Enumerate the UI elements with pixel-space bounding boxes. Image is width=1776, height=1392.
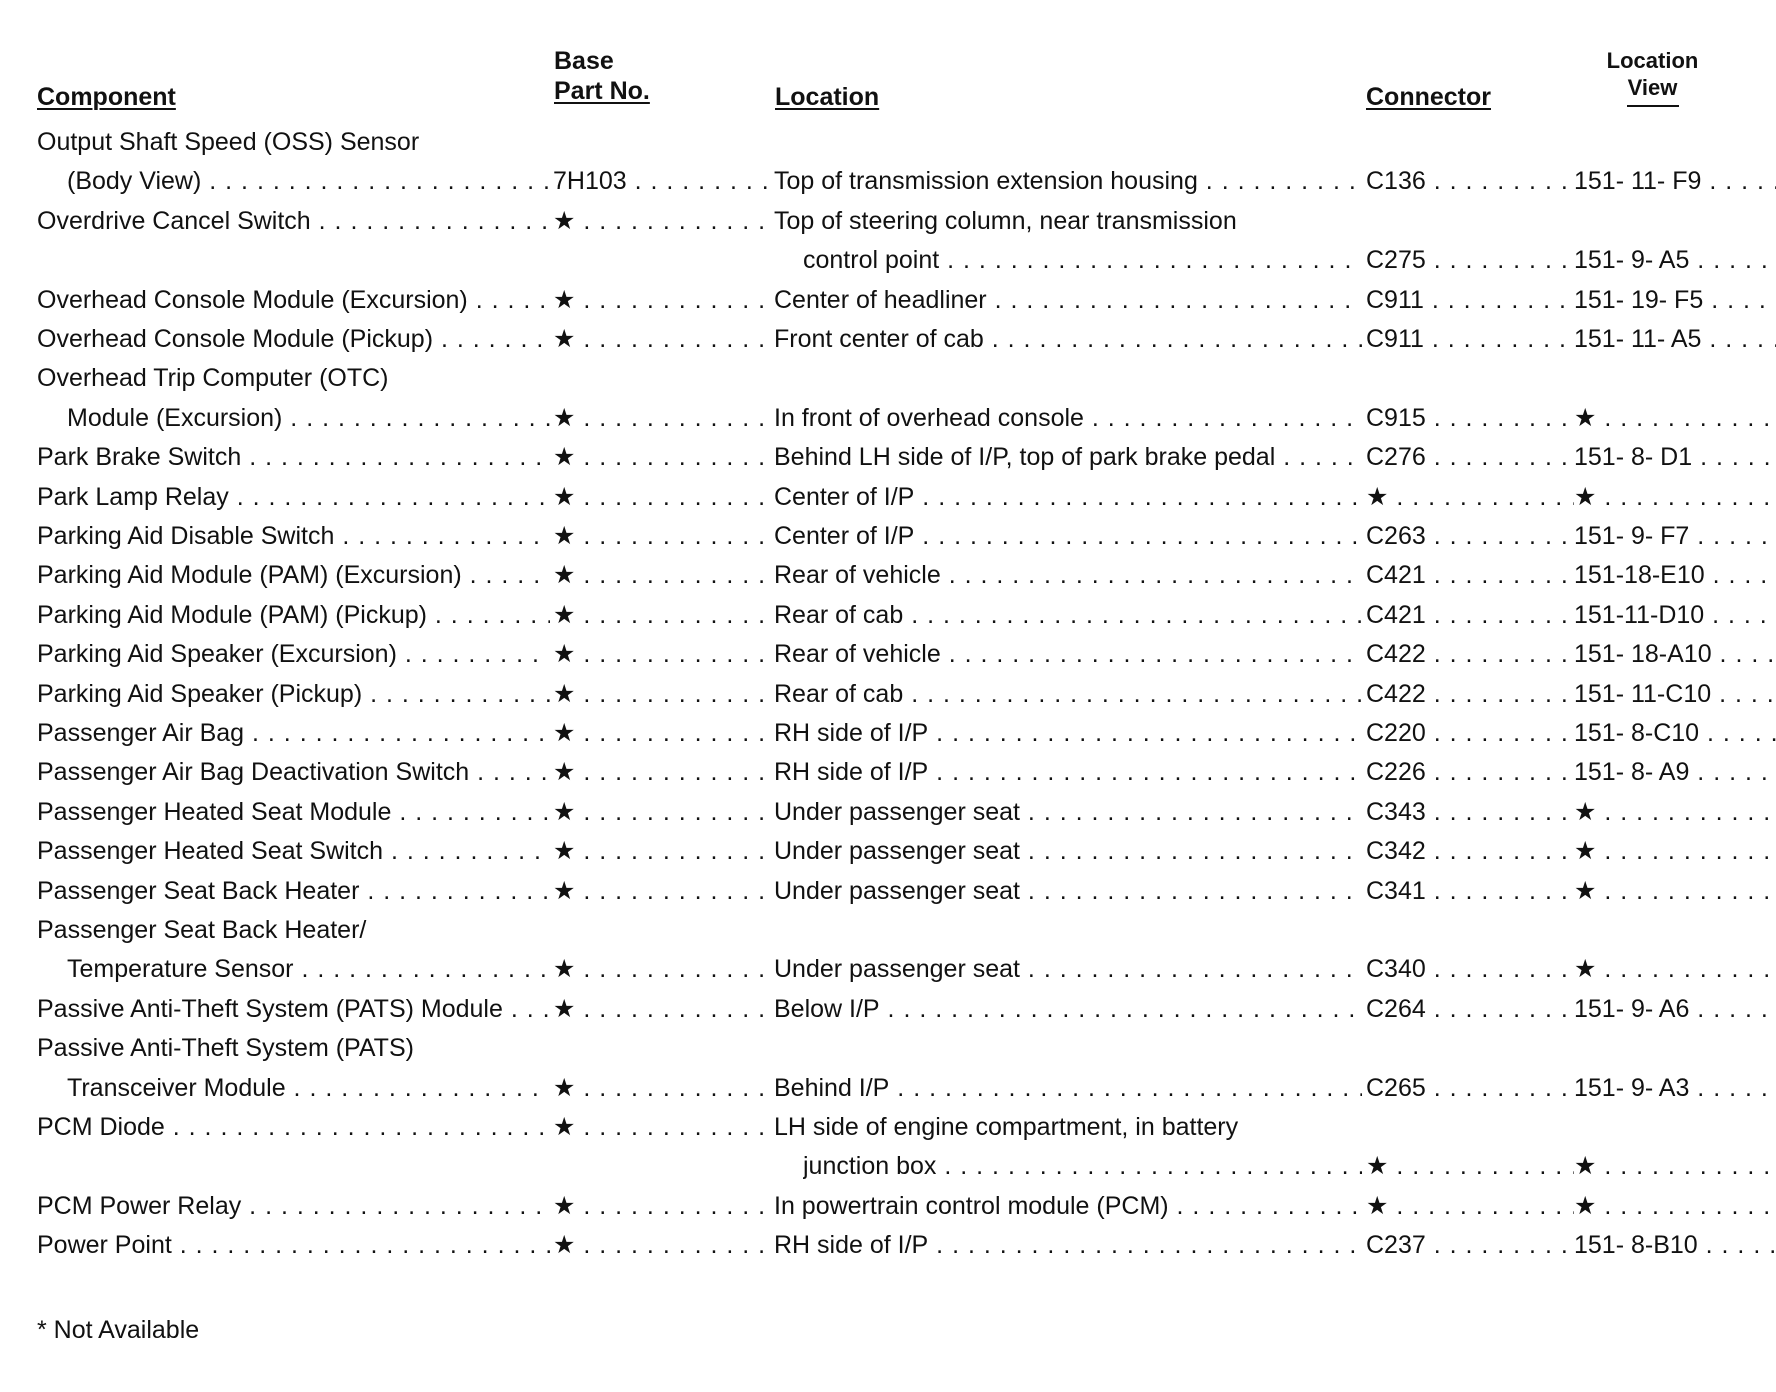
component-name: Parking Aid Module (PAM) (Pickup) . . .: [37, 596, 550, 635]
location-text: Center of I/P . . .: [774, 517, 1362, 556]
table-row: [0, 1147, 1776, 1186]
component-name: Output Shaft Speed (OSS) Sensor: [37, 128, 420, 156]
component-name: Parking Aid Speaker (Pickup) . . .: [37, 675, 550, 714]
base-part-no: ★ . . .: [553, 320, 774, 359]
location-view: 151- 11- A5 . . .: [1574, 320, 1776, 359]
header-underline: [1627, 105, 1679, 107]
base-part-no: ★ . . .: [553, 281, 774, 320]
table-row: [0, 714, 1776, 753]
location-view: ★ . . .: [1574, 399, 1776, 438]
connector-id: C915 . . .: [1366, 399, 1574, 438]
location-text: control point . . .: [803, 241, 1362, 280]
location-text: junction box . . .: [803, 1147, 1362, 1186]
component-name: Parking Aid Module (PAM) (Excursion) . . .: [37, 556, 550, 595]
location-text: Under passenger seat . . .: [774, 872, 1362, 911]
connector-id: C341 . . .: [1366, 872, 1574, 911]
base-part-no: ★ . . .: [553, 793, 774, 832]
table-row: [0, 359, 1776, 398]
header-location-view-line1: Location: [1606, 48, 1699, 73]
component-name: Passenger Seat Back Heater/: [37, 916, 367, 944]
table-row: [0, 320, 1776, 359]
location-text: Under passenger seat . . .: [774, 832, 1362, 871]
header-location: Location: [775, 83, 880, 111]
base-part-no: ★ . . .: [553, 1069, 774, 1108]
location-text: Rear of cab . . .: [774, 675, 1362, 714]
connector-id: C275 . . .: [1366, 241, 1574, 280]
base-part-no: ★ . . .: [553, 675, 774, 714]
table-row: [0, 1108, 1776, 1147]
base-part-no: ★ . . .: [553, 950, 774, 989]
location-view: 151- 19- F5 . . .: [1574, 281, 1776, 320]
location-view: 151-11-D10 . . .: [1574, 596, 1776, 635]
location-text: Rear of vehicle . . .: [774, 635, 1362, 674]
location-view: 151- 18-A10 . . .: [1574, 635, 1776, 674]
footnote: * Not Available: [37, 1316, 200, 1344]
connector-id: C237 . . .: [1366, 1226, 1574, 1265]
location-text: Rear of vehicle . . .: [774, 556, 1362, 595]
location-text: RH side of I/P . . .: [774, 1226, 1362, 1265]
location-text: Top of steering column, near transmission: [774, 206, 1237, 235]
component-name: Parking Aid Speaker (Excursion) . . .: [37, 635, 550, 674]
location-text: RH side of I/P . . .: [774, 753, 1362, 792]
table-row: [0, 911, 1776, 950]
connector-id: C342 . . .: [1366, 832, 1574, 871]
header-base-part-line1: Base: [554, 47, 614, 75]
component-name: Park Brake Switch . . .: [37, 438, 550, 477]
component-name: PCM Diode . . .: [37, 1108, 550, 1147]
component-name: Passenger Air Bag . . .: [37, 714, 550, 753]
base-part-no: ★ . . .: [553, 1187, 774, 1226]
table-row: [0, 596, 1776, 635]
table-row: [0, 162, 1776, 201]
table-row: [0, 556, 1776, 595]
connector-id: ★ . . .: [1366, 1147, 1574, 1186]
location-view: ★ . . .: [1574, 1187, 1776, 1226]
connector-id: C264 . . .: [1366, 990, 1574, 1029]
location-view: ★ . . .: [1574, 872, 1776, 911]
component-name: Overhead Trip Computer (OTC): [37, 364, 389, 393]
location-view: 151- 9- A3 . . .: [1574, 1069, 1776, 1108]
location-text: Rear of cab . . .: [774, 596, 1362, 635]
table-row: [0, 1069, 1776, 1108]
location-view: 151- 9- F7 . . .: [1574, 517, 1776, 556]
base-part-no: ★ . . .: [553, 872, 774, 911]
table-row: [0, 872, 1776, 911]
location-text: Center of I/P . . .: [774, 478, 1362, 517]
component-name: Module (Excursion) . . .: [67, 399, 550, 438]
base-part-no: ★ . . .: [553, 635, 774, 674]
base-part-no: ★ . . .: [553, 556, 774, 595]
table-row: [0, 241, 1776, 280]
header-location-view-line2: View: [1627, 75, 1678, 100]
header-connector: Connector: [1366, 83, 1491, 111]
location-text: Behind LH side of I/P, top of park brake pedal . . .: [774, 438, 1362, 477]
component-name: Parking Aid Disable Switch . . .: [37, 517, 550, 556]
connector-id: C911 . . .: [1366, 320, 1574, 359]
location-view: ★ . . .: [1574, 793, 1776, 832]
location-view: ★ . . .: [1574, 1147, 1776, 1186]
component-name: PCM Power Relay . . .: [37, 1187, 550, 1226]
connector-id: C226 . . .: [1366, 753, 1574, 792]
component-name: Overdrive Cancel Switch . . .: [37, 202, 550, 241]
location-text: In powertrain control module (PCM) . . .: [774, 1187, 1362, 1226]
table-row: [0, 478, 1776, 517]
connector-id: C136 . . .: [1366, 162, 1574, 201]
table-row: [0, 281, 1776, 320]
component-name: Passive Anti-Theft System (PATS) Module . . .: [37, 990, 550, 1029]
base-part-no: 7H103 . . .: [553, 162, 774, 201]
location-view: 151- 8-C10 . . .: [1574, 714, 1776, 753]
component-name: Passenger Heated Seat Module . . .: [37, 793, 550, 832]
base-part-no: ★ . . .: [553, 438, 774, 477]
connector-id: C276 . . .: [1366, 438, 1574, 477]
base-part-no: ★ . . .: [553, 832, 774, 871]
connector-id: ★ . . .: [1366, 1187, 1574, 1226]
connector-id: C343 . . .: [1366, 793, 1574, 832]
location-text: Behind I/P . . .: [774, 1069, 1362, 1108]
table-row: [0, 793, 1776, 832]
component-name: Passenger Seat Back Heater . . .: [37, 872, 550, 911]
component-name: Power Point . . .: [37, 1226, 550, 1265]
table-row: [0, 202, 1776, 241]
component-name: Passive Anti-Theft System (PATS): [37, 1034, 414, 1063]
component-name: Overhead Console Module (Pickup) . . .: [37, 320, 550, 359]
component-name: Park Lamp Relay . . .: [37, 478, 550, 517]
location-view: 151- 8-B10 . . .: [1574, 1226, 1776, 1265]
header-base-part-no: [554, 46, 650, 106]
connector-id: ★ . . .: [1366, 478, 1574, 517]
table-row: [0, 1226, 1776, 1265]
component-name: Overhead Console Module (Excursion) . . .: [37, 281, 550, 320]
table-row: [0, 990, 1776, 1029]
connector-id: C421 . . .: [1366, 596, 1574, 635]
connector-id: C263 . . .: [1366, 517, 1574, 556]
table-row: [0, 753, 1776, 792]
location-text: Top of transmission extension housing . . .: [774, 162, 1362, 201]
table-row: [0, 1187, 1776, 1226]
base-part-no: ★ . . .: [553, 399, 774, 438]
header-component: Component: [37, 83, 176, 111]
location-text: Front center of cab . . .: [774, 320, 1362, 359]
location-view: ★ . . .: [1574, 950, 1776, 989]
location-view: 151- 11- F9 . . .: [1574, 162, 1776, 201]
connector-id: C421 . . .: [1366, 556, 1574, 595]
connector-id: C220 . . .: [1366, 714, 1574, 753]
location-text: Under passenger seat . . .: [774, 793, 1362, 832]
location-text: Under passenger seat . . .: [774, 950, 1362, 989]
location-view: 151-18-E10 . . .: [1574, 556, 1776, 595]
location-view: 151- 9- A6 . . .: [1574, 990, 1776, 1029]
component-name: Temperature Sensor . . .: [67, 950, 550, 989]
location-text: Below I/P . . .: [774, 990, 1362, 1029]
location-view: 151- 11-C10 . . .: [1574, 675, 1776, 714]
base-part-no: ★ . . .: [553, 202, 774, 241]
base-part-no: ★ . . .: [553, 517, 774, 556]
base-part-no: ★ . . .: [553, 714, 774, 753]
connector-id: C422 . . .: [1366, 675, 1574, 714]
table-row: [0, 950, 1776, 989]
connector-id: C911 . . .: [1366, 281, 1574, 320]
table-row: [0, 675, 1776, 714]
table-row: [0, 123, 1776, 162]
component-name: (Body View) . . .: [67, 162, 550, 201]
location-view: ★ . . .: [1574, 478, 1776, 517]
location-view: 151- 9- A5 . . .: [1574, 241, 1776, 280]
base-part-no: ★ . . .: [553, 596, 774, 635]
header-base-part-line2: Part No.: [554, 77, 650, 105]
location-view: 151- 8- A9 . . .: [1574, 753, 1776, 792]
base-part-no: ★ . . .: [553, 478, 774, 517]
table-row: [0, 832, 1776, 871]
connector-id: C265 . . .: [1366, 1069, 1574, 1108]
base-part-no: ★ . . .: [553, 753, 774, 792]
table-row: [0, 438, 1776, 477]
component-name: Passenger Air Bag Deactivation Switch . . .: [37, 753, 550, 792]
location-text: LH side of engine compartment, in battery: [774, 1113, 1239, 1141]
component-name: Transceiver Module . . .: [67, 1069, 550, 1108]
table-row: [0, 635, 1776, 674]
location-text: Center of headliner . . .: [774, 281, 1362, 320]
table-row: [0, 1029, 1776, 1068]
location-text: RH side of I/P . . .: [774, 714, 1362, 753]
location-view: ★ . . .: [1574, 832, 1776, 871]
table-row: [0, 517, 1776, 556]
location-view: 151- 8- D1 . . .: [1574, 438, 1776, 477]
base-part-no: ★ . . .: [553, 1108, 774, 1147]
base-part-no: ★ . . .: [553, 1226, 774, 1265]
connector-id: C422 . . .: [1366, 635, 1574, 674]
connector-id: C340 . . .: [1366, 950, 1574, 989]
component-name: Passenger Heated Seat Switch . . .: [37, 832, 550, 871]
table-row: [0, 399, 1776, 438]
base-part-no: ★ . . .: [553, 990, 774, 1029]
location-text: In front of overhead console . . .: [774, 399, 1362, 438]
header-location-view: [1600, 47, 1705, 107]
